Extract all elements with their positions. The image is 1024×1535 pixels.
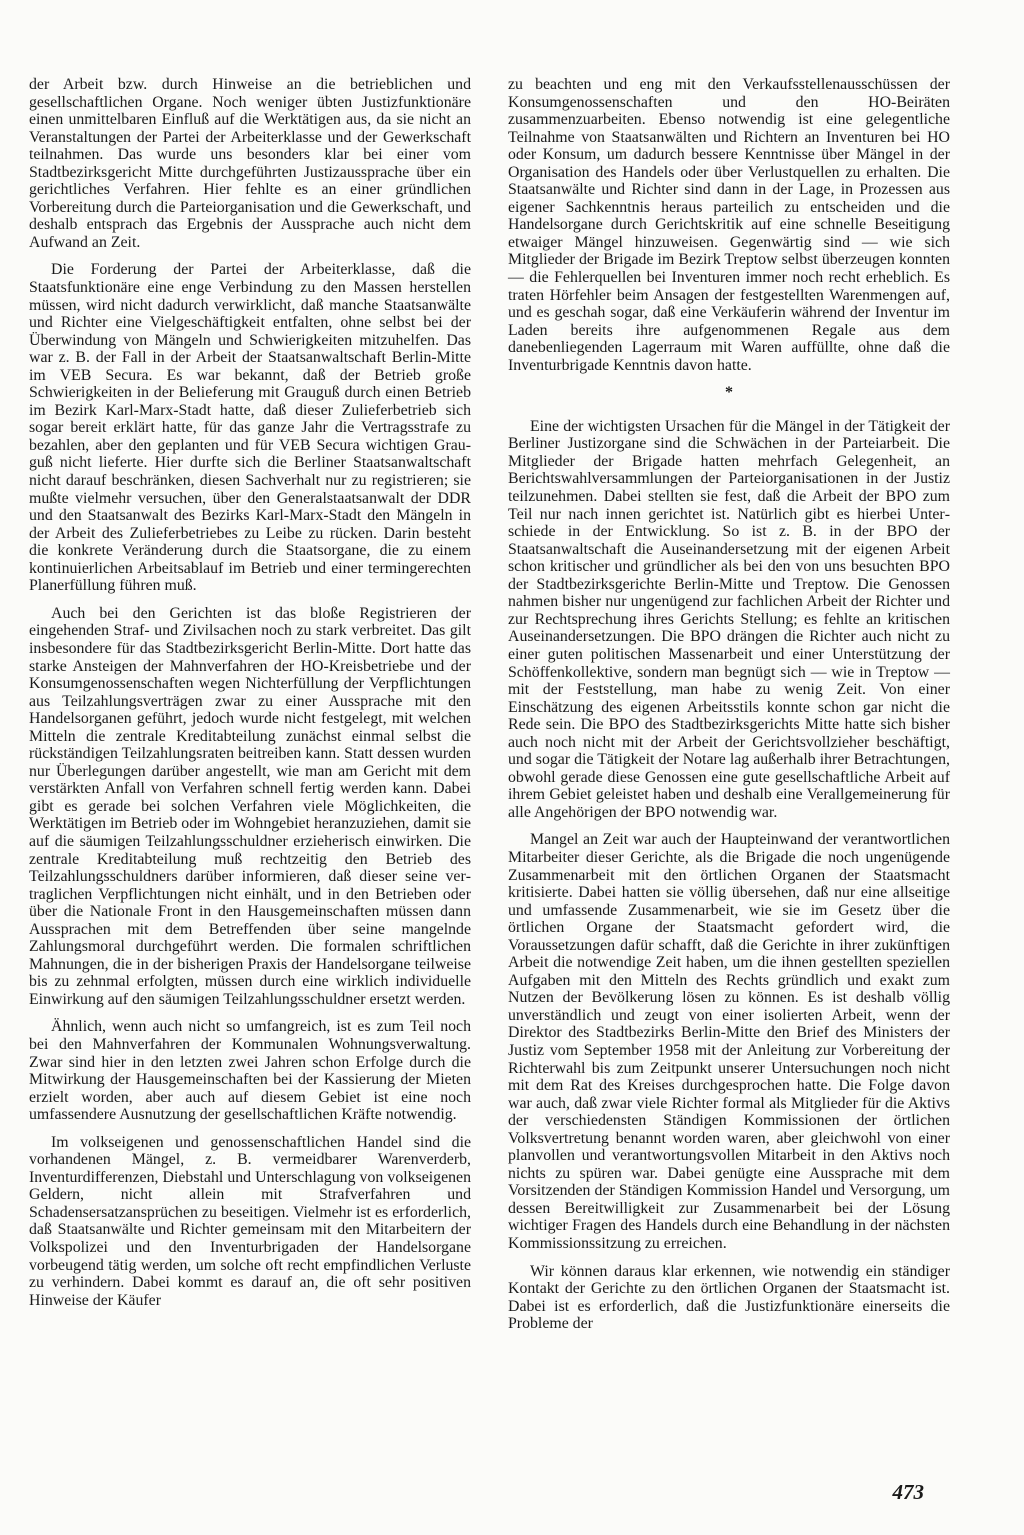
page-number: 473: [892, 1480, 924, 1504]
paragraph: Mangel an Zeit war auch der Haupteinwand der verantwortlichen Mitarbeiter dieser Gerichte, als die Brigade die noch ungenügende Zusammenarbeit mit den örtlichen Organen der Staatsmacht kritisierte. Dabei hatten sie völlig übersehen, daß nur eine allseitige und umfassende Zusammenarbeit, wie sie im Gesetz über die örtlichen Organe der Staatsmacht gefordert wird, die Voraussetzungen dafür schafft, daß die Gerichte in ihrer zukünftigen Arbeit die notwendige Zeit haben, um die ihnen gestellten speziellen Aufgaben mit den Mitteln des Rechts gründlich und exakt zum Nutzen der Bevölkerung lösen zu können. Es ist deshalb völlig unverständlich und zeugt von einer isolierten Arbeit, wenn der Direktor des Stadtbezirks Berlin-Mitte den Brief des Ministers der Justiz vom September 1958 mit der Anleitung zur Vorbereitung der Richterwahl bis zum Zeitpunkt unserer Untersuchungen noch nicht mit dem Rat des Kreises durchgesprochen hatte. Die Folge davon war auch, daß zwar viele Richter formal als Mitglieder für die Aktivs der verschiedensten Ständigen Kommissionen der örtlichen Volksvertretung benannt worden waren, aber gleichwohl von einer planvollen und verantwortungsvollen Mitarbeit in den Aktivs noch nichts zu spüren war. Dabei genügte eine Aussprache mit dem Vorsitzenden der Ständigen Kommission Handel und Versorgung, um dessen Bereitwilligkeit zur Zusammenarbeit bei der Lösung wichtiger Fragen des Handels durch eine Behandlung in der nächsten Kommissionssitzung zu erreichen.: [508, 831, 950, 1252]
paragraph: zu beachten und eng mit den Verkaufsstellenausschüssen der Konsumgenossenschaften und den HO-Beiräten zusammenzuarbeiten. Ebenso notwendig ist eine gelegentliche Teilnahme von Staatsanwälten und Richtern an Inventuren bei HO oder Konsum, um dadurch bessere Kenntnisse über Mängel in der Organisation des Handels oder über Verlustquellen zu erhalten. Die Staatsanwälte und Richter sind dann in der Lage, in Prozessen aus eigener Sachkenntnis heraus parteilich zu entscheiden und die Handelsorgane durch Gerichtskritik auf eine schnelle Beseitigung etwaiger Mängel hinzuweisen. Gegenwärtig sind — wie sich Mitglieder der Brigade im Bezirk Treptow selbst überzeugen konnten — die Fehlerquellen bei Inventuren immer noch recht erheblich. Es traten Hörfehler beim Ansagen der festgestellten Warenmengen auf, und es geschah sogar, daß eine Verkäuferin während der Inventur im Laden bereits ihre aufgenommenen Regale aus dem danebenliegenden Lagerraum mit Waren auffüllte, ohne daß die Inventurbrigade Kenntnis davon hatte.: [508, 76, 950, 374]
section-divider: *: [725, 384, 733, 402]
left-column: [29, 76, 471, 1309]
right-column: [508, 76, 950, 1333]
paragraph: Ähnlich, wenn auch nicht so umfangreich, ist es zum Teil noch bei den Mahnverfahren der Kommunalen Wohnungsverwaltung. Zwar sind hier in den letzten zwei Jahren schon Erfolge durch die Mitwirkung der Hausgemeinschaften bei der Kassierung der Mieten erzielt worden, aber auch auf diesem Gebiet ist eine noch umfassendere Ausnutzung der gesellschaftlichen Kräfte notwendig.: [29, 1018, 471, 1124]
paragraph: Die Forderung der Partei der Arbeiterklasse, daß die Staatsfunktionäre eine enge Verbindung zu den Massen herstellen müssen, wird nicht dadurch verwirklicht, daß manche Staatsanwälte und Richter eine Vielgeschäftigkeit entfalten, ohne selbst bei der Überwindung von Mängeln und Schwierigkeiten mitzuhelfen. Das war z. B. der Fall in der Arbeit der Staatsanwaltschaft Berlin-Mitte im VEB Secura. Es war bekannt, daß der Betrieb große Schwierigkeiten in der Belieferung mit Grauguß durch einen Betrieb im Bezirk Karl-Marx-Stadt hatte, daß dieser Zulieferbetrieb sich sogar bereit erklärt hatte, für das ganze Jahr die Vertragsstrafe zu bezahlen, aber den geplanten und für VEB Secura wichtigen Grauguß nicht lieferte. Hier durfte sich die Berliner Staatsanwaltschaft nicht darauf beschränken, diesen Sachverhalt nur zu registrieren; sie mußte vielmehr versuchen, über den Generalstaatsanwalt der DDR und den Staatsanwalt des Bezirks Karl-Marx-Stadt den Mängeln in der Arbeit des Zulieferbetriebes zu Leibe zu rücken. Darin besteht die konkrete Veränderung durch die Staatsorgane, die zu einem kontinuierlichen Arbeitsablauf im Betrieb und einer termingerechten Planerfüllung führen muß.: [29, 261, 471, 595]
paragraph: Wir können daraus klar erkennen, wie notwendig ein ständiger Kontakt der Gerichte zu den örtlichen Organen der Staatsmacht ist. Dabei ist es erforderlich, daß die Justizfunktionäre einerseits die Probleme der: [508, 1262, 950, 1333]
paragraph: der Arbeit bzw. durch Hinweise an die betrieblichen und gesellschaftlichen Organe. Noch weniger übten Justizfunktionäre einen unmittelbaren Einfluß auf die Werktätigen aus, da sie nicht an Veranstaltungen der Partei der Arbeiterklasse und der Gewerkschaft teilnahmen. Das wurde uns besonders klar bei einer vom Stadtbezirksgericht Mitte durchgeführten Justizaussprache über ein gerichtliches Verfahren. Hier fehlte es an einer gründlichen Vorbereitung durch die Parteiorganisation und die Gewerkschaft, und deshalb entsprach das Ergebnis der Aussprache auch nicht dem Aufwand an Zeit.: [29, 76, 471, 251]
paragraph: Auch bei den Gerichten ist das bloße Registrieren der eingehenden Straf- und Zivilsachen noch zu stark verbreitet. Das gilt insbesondere für das Stadtbezirksgericht Berlin-Mitte. Dort hatte das starke Ansteigen der Mahnverfahren der HO-Kreisbetriebe und der Konsumgenossenschaften wegen Nichterfüllung der Verpflichtungen aus Teilzahlungsverträgen zwar zu einer Aussprache mit den Handelsorganen geführt, jedoch wurde nicht festgelegt, mit welchen Mitteln die zentrale Kreditabteilung zunächst einmal selbst die rückständigen Teilzahlungsraten beitreiben kann. Statt dessen wurden nur Überlegungen darüber angestellt, wie man am Gericht mit dem verstärkten Anfall von Verfahren schnell fertig werden kann. Dabei gibt es gerade bei solchen Verfahren viele Möglichkeiten, die Werktätigen im Betrieb oder im Wohngebiet heranzuziehen, damit sie auf die säumigen Teilzahlungsschuldner erzieherisch einwirken. Die zentrale Kreditabteilung muß rechtzeitig den Betrieb des Teilzahlungsschuldners darüber informieren, daß dieser seine vertraglichen Verpflichtungen nicht einhält, und in den Betrieben oder über die Nationale Front in den Hausgemeinschaften müssen dann Aussprachen mit dem Betreffenden über seine mangelnde Zahlungsmoral durchgeführt werden. Die formalen schriftlichen Mahnungen, die in der bisherigen Praxis der Handelsorgane teilweise bis zu zehnmal erfolgten, müssen durch eine wirklich individuelle Einwirkung auf den säumigen Teilzahlungsschuldner ersetzt werden.: [29, 604, 471, 1008]
paragraph: Im volkseigenen und genossenschaftlichen Handel sind die vorhandenen Mängel, z. B. vermeidbarer Warenverderb, Inventurdifferenzen, Diebstahl und Unterschlagung von volkseigenen Geldern, nicht allein mit Strafverfahren und Schadensersatzansprüchen zu beseitigen. Vielmehr ist es erforderlich, daß Staatsanwälte und Richter gemeinsam mit den Mitarbeitern der Volkspolizei und den Inventurbrigaden der Handelsorgane vorbeugend tätig werden, um solche oft recht empfindlichen Verluste zu verhindern. Dabei kommt es darauf an, die oft sehr positiven Hinweise der Käufer: [29, 1133, 471, 1309]
paragraph: Eine der wichtigsten Ursachen für die Mängel in der Tätigkeit der Berliner Justizorgane sind die Schwächen in der Parteiarbeit. Die Mitglieder der Brigade hatten mehrfach Gelegenheit, an Berichtswahlversammlungen der Parteiorganisationen in der Justiz teilzunehmen. Dabei stellten sie fest, daß die Arbeit der BPO zum Teil nur nach innen gerichtet ist. Natürlich gibt es hierbei Unterschiede in der Entwicklung. So ist z. B. in der BPO der Staatsanwaltschaft die Auseinandersetzung mit der eigenen Arbeit schon kritischer und gründlicher als bei den von uns besuchten BPO der Stadtbezirksgerichte Berlin-Mitte und Treptow. Die Genossen nahmen bisher nur ungenügend zur fachlichen Arbeit der Richter und zur Rechtsprechung ihres Gerichts Stellung; es fehlte an kritischen Auseinandersetzungen. Die BPO drängen die Richter auch nicht zu einer guten politischen Massenarbeit und einer Unterstützung der Schöffenkollektive, sondern man begnügt sich — wie in Treptow — mit der Feststellung, man habe zu wenig Zeit. Von einer Einschätzung des eigenen Arbeitsstils konnte schon gar nicht die Rede sein. Die BPO des Stadtbezirksgerichts Mitte hatte sich bisher auch noch nicht mit der Arbeit der Gerichtsvollzieher beschäftigt, und sogar die Tätigkeit der Notare lag außerhalb ihrer Betrachtungen, obwohl gerade diese Genossen eine gute gesellschaftliche Arbeit auf ihrem Gebiet geleistet haben und deshalb eine Verallgemeinerung für alle Angehörigen der BPO notwendig war.: [508, 417, 950, 821]
